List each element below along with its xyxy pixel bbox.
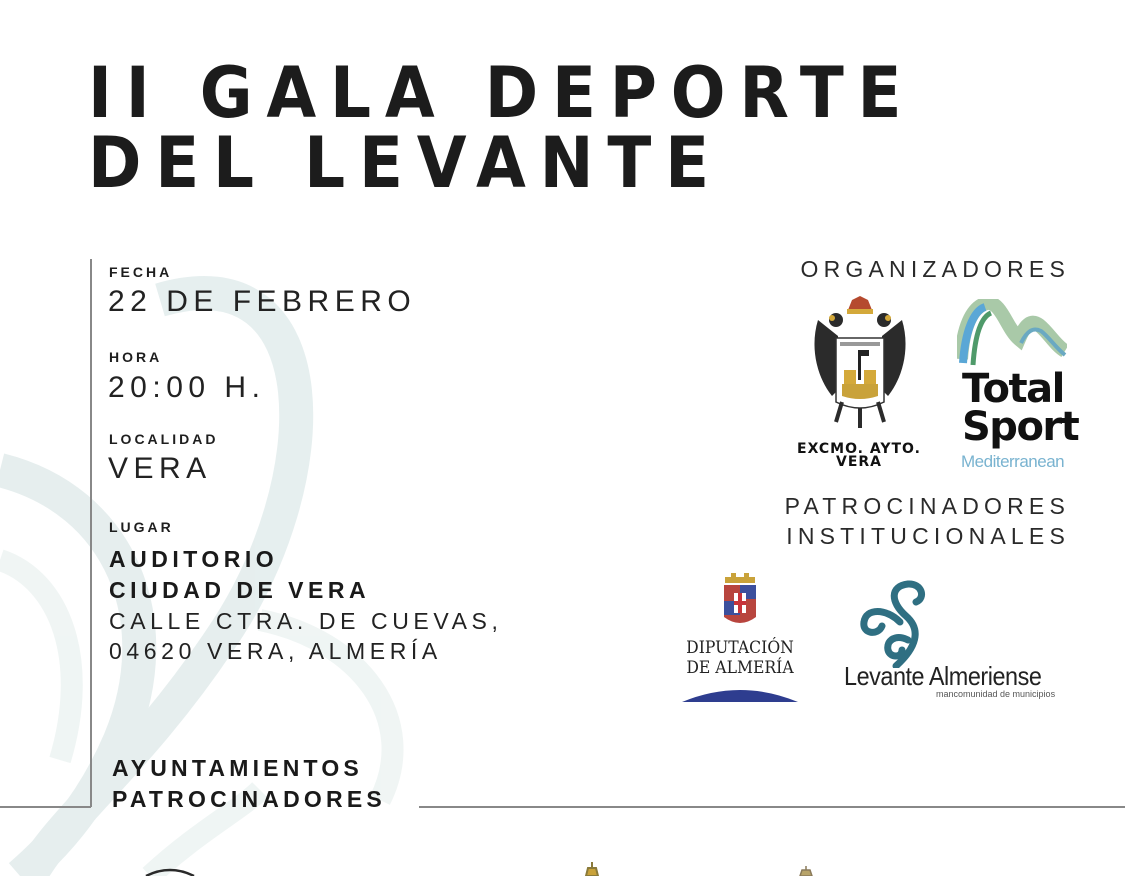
levante-almeriense-spiral-icon <box>856 578 942 668</box>
municipal-sponsors-heading <box>112 753 386 815</box>
diputacion-line-1: DIPUTACIÓN <box>686 638 794 658</box>
venue-label: LUGAR <box>109 519 174 535</box>
address-line-1: CALLE CTRA. DE CUEVAS, <box>109 608 503 634</box>
diputacion-arc-shape <box>682 684 798 702</box>
institutional-heading-line-2: INSTITUCIONALES <box>786 523 1070 549</box>
organizers-heading: ORGANIZADORES <box>800 256 1070 282</box>
time-label: HORA <box>109 349 163 365</box>
vertical-rule <box>90 259 92 807</box>
venue-address <box>109 606 502 666</box>
horizontal-rule-left <box>0 806 91 808</box>
venue-name-line-2: CIUDAD DE VERA <box>109 577 371 603</box>
vera-caption-line-2: VERA <box>835 454 882 470</box>
diputacion-line-2: DE ALMERÍA <box>686 658 794 678</box>
time-value: 20:00 H. <box>108 371 266 404</box>
diputacion-wordmark <box>685 638 795 678</box>
title-line-1: II GALA DEPORTE <box>88 52 916 134</box>
event-title <box>88 52 916 204</box>
diputacion-coat-of-arms-logo <box>722 573 758 629</box>
municipal-logo-3-partial <box>796 866 816 876</box>
date-value: 22 DE FEBRERO <box>108 285 417 318</box>
total-sport-word-1: Total <box>962 366 1064 412</box>
locality-label: LOCALIDAD <box>109 431 219 447</box>
venue-name-line-1: AUDITORIO <box>109 546 279 572</box>
date-label: FECHA <box>109 264 173 280</box>
vera-coat-of-arms-logo <box>812 296 908 432</box>
total-sport-subtitle: Mediterranean <box>961 452 1065 471</box>
institutional-sponsors-heading <box>785 491 1070 551</box>
municipal-heading-line-1: AYUNTAMIENTOS <box>112 755 363 781</box>
vera-caption <box>788 443 930 469</box>
total-sport-wordmark <box>962 366 1079 450</box>
levante-almeriense-subtitle: mancomunidad de municipios <box>936 689 1056 699</box>
total-sport-word-2: Sport <box>962 404 1079 450</box>
municipal-logo-1-partial <box>140 868 200 876</box>
vera-caption-line-1: EXCMO. AYTO. <box>797 441 921 457</box>
institutional-heading-line-1: PATROCINADORES <box>784 493 1070 519</box>
total-sport-ribbon-icon <box>957 299 1067 371</box>
locality-value: VERA <box>108 452 212 485</box>
horizontal-rule-right <box>419 806 1125 808</box>
municipal-heading-line-2: PATROCINADORES <box>112 786 386 812</box>
venue-name <box>109 544 370 606</box>
levante-almeriense-wordmark: Levante Almeriense <box>844 661 1042 691</box>
title-line-2: DEL LEVANTE <box>88 122 723 204</box>
address-line-2: 04620 VERA, ALMERÍA <box>109 638 442 664</box>
municipal-logo-2-partial <box>580 862 604 876</box>
